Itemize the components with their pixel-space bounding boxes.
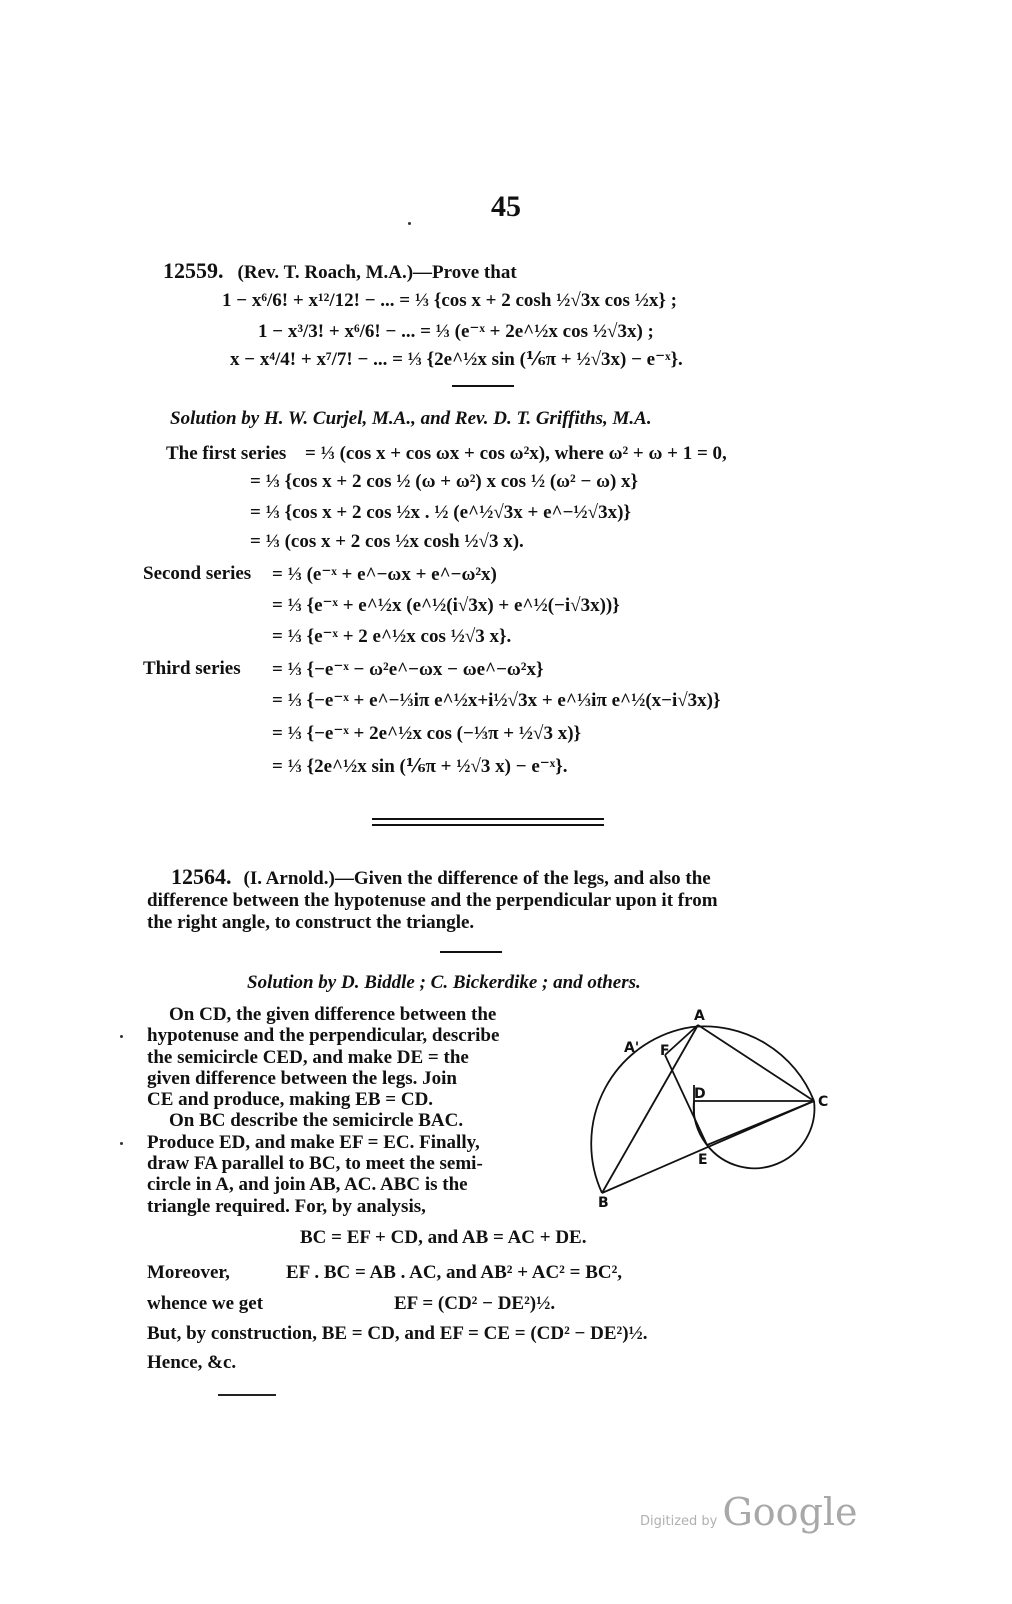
solution-1-expr-1: = ⅓ (cos x + cos ωx + cos ω²x), where ω² + ω + 1 = 0, [305, 443, 727, 464]
double-divider-top [372, 818, 604, 820]
watermark-prefix: Digitized by [640, 1514, 718, 1529]
hence-line: Hence, &c. [147, 1352, 237, 1373]
solution-2-body-line: circle in A, and join AB, AC. ABC is the [147, 1174, 468, 1196]
problem-2-line-1: 12564. (I. Arnold.)—Given the difference of the legs, and also the [171, 864, 711, 889]
margin-dot [120, 1142, 123, 1145]
solution-1-expr-6: = ⅓ {e⁻ˣ + e^½x (e^½(i√3x) + e^½(−i√3x))} [272, 595, 620, 616]
line-ab [602, 1025, 698, 1193]
solution-2-body-line: On BC describe the semicircle BAC. [169, 1110, 464, 1132]
label-a: A [694, 1008, 705, 1024]
label-b: B [598, 1195, 609, 1210]
whence-expr: EF = (CD² − DE²)½. [394, 1293, 556, 1314]
geometry-figure [580, 1005, 840, 1210]
end-flourish [218, 1394, 276, 1396]
solution-1-expr-8: = ⅓ {−e⁻ˣ − ω²e^−ωx − ωe^−ω²x} [272, 659, 544, 680]
semicircle-ced [694, 1101, 815, 1168]
problem-1-number: 12559. [163, 258, 224, 283]
solution-2-heading: Solution by D. Biddle ; C. Bickerdike ; and others. [247, 972, 641, 993]
solution-1-expr-5: = ⅓ (e⁻ˣ + e^−ωx + e^−ω²x) [272, 564, 497, 585]
solution-2-body-line: given difference between the legs. Join [147, 1067, 457, 1089]
solution-2-body-line: On CD, the given difference between the [169, 1004, 497, 1025]
solution-1-expr-10: = ⅓ {−e⁻ˣ + 2e^½x cos (−⅓π + ½√3 x)} [272, 723, 582, 744]
solution-2-body-line: triangle required. For, by analysis, [147, 1195, 426, 1217]
label-e: E [698, 1152, 708, 1168]
construction-line: But, by construction, BE = CD, and EF = CE = (CD² − DE²)½. [147, 1323, 648, 1344]
solution-1-label-third: Third series [143, 658, 241, 679]
page-number: 45 [491, 190, 521, 223]
digitized-watermark [640, 1490, 858, 1534]
solution-2-body-line: draw FA parallel to BC, to meet the semi- [147, 1153, 483, 1175]
problem-2-line-3: the right angle, to construct the triangle. [147, 912, 475, 933]
label-c: C [818, 1094, 829, 1110]
label-f: F [660, 1043, 670, 1059]
solution-2-body-line: Produce ED, and make EF = EC. Finally, [147, 1131, 480, 1153]
solution-1-expr-2: = ⅓ {cos x + 2 cos ½ (ω + ω²) x cos ½ (ω² − ω) x} [250, 471, 639, 492]
divider-short-2 [440, 951, 502, 953]
solution-1-expr-11: = ⅓ {2e^½x sin (⅙π + ½√3 x) − e⁻ˣ}. [272, 756, 568, 777]
problem-2-line-2: difference between the hypotenuse and the perpendicular upon it from [147, 890, 718, 911]
problem-1-header [163, 258, 517, 284]
line-ec [707, 1101, 814, 1145]
problem-2-number: 12564. [171, 864, 232, 889]
watermark-brand: Google [722, 1490, 858, 1534]
moreover-expr: EF . BC = AB . AC, and AB² + AC² = BC², [286, 1262, 623, 1283]
divider-short-1 [452, 385, 514, 387]
equation-centered: BC = EF + CD, and AB = AC + DE. [300, 1227, 587, 1248]
line-ac [698, 1025, 814, 1101]
problem-2-statement [147, 866, 847, 934]
stray-dot [408, 222, 411, 225]
double-divider-bottom [372, 824, 604, 826]
solution-2-body-line: CE and produce, making EB = CD. [147, 1089, 434, 1111]
solution-1-label-second: Second series [143, 563, 252, 584]
label-a-prime: A' [624, 1040, 640, 1056]
solution-1-expr-4: = ⅓ (cos x + 2 cos ½x cosh ½√3 x). [250, 531, 524, 552]
solution-1-expr-3: = ⅓ {cos x + 2 cos ½x . ½ (e^½√3x + e^−½√3x)} [250, 502, 631, 523]
margin-dot [120, 1035, 123, 1038]
whence-label: whence we get [147, 1293, 264, 1314]
moreover-label: Moreover, [147, 1262, 230, 1283]
solution-1-heading: Solution by H. W. Curjel, M.A., and Rev. D. T. Griffiths, M.A. [170, 408, 652, 429]
formula-line-2: 1 − x³/3! + x⁶/6! − ... = ⅓ (e⁻ˣ + 2e^½x cos ½√3x) ; [258, 321, 654, 342]
solution-1-label-first: The first series [166, 443, 287, 464]
problem-1-author: (Rev. T. Roach, M.A.)—Prove that [237, 262, 517, 283]
solution-2-body-line: hypotenuse and the perpendicular, describe [147, 1025, 500, 1047]
formula-line-3: x − x⁴/4! + x⁷/7! − ... = ⅓ {2e^½x sin (⅙π + ½√3x) − e⁻ˣ}. [230, 349, 683, 370]
formula-line-1: 1 − x⁶/6! + x¹²/12! − ... = ⅓ {cos x + 2 cosh ½√3x cos ½x} ; [222, 290, 677, 311]
solution-1-expr-9: = ⅓ {−e⁻ˣ + e^−⅓iπ e^½x+i½√3x + e^⅓iπ e^½(x−i√3x)} [272, 690, 721, 711]
solution-2-body [147, 1004, 567, 1217]
label-d: D [694, 1086, 706, 1102]
solution-1-expr-7: = ⅓ {e⁻ˣ + 2 e^½x cos ½√3 x}. [272, 626, 512, 647]
solution-2-body-line: the semicircle CED, and make DE = the [147, 1046, 469, 1068]
